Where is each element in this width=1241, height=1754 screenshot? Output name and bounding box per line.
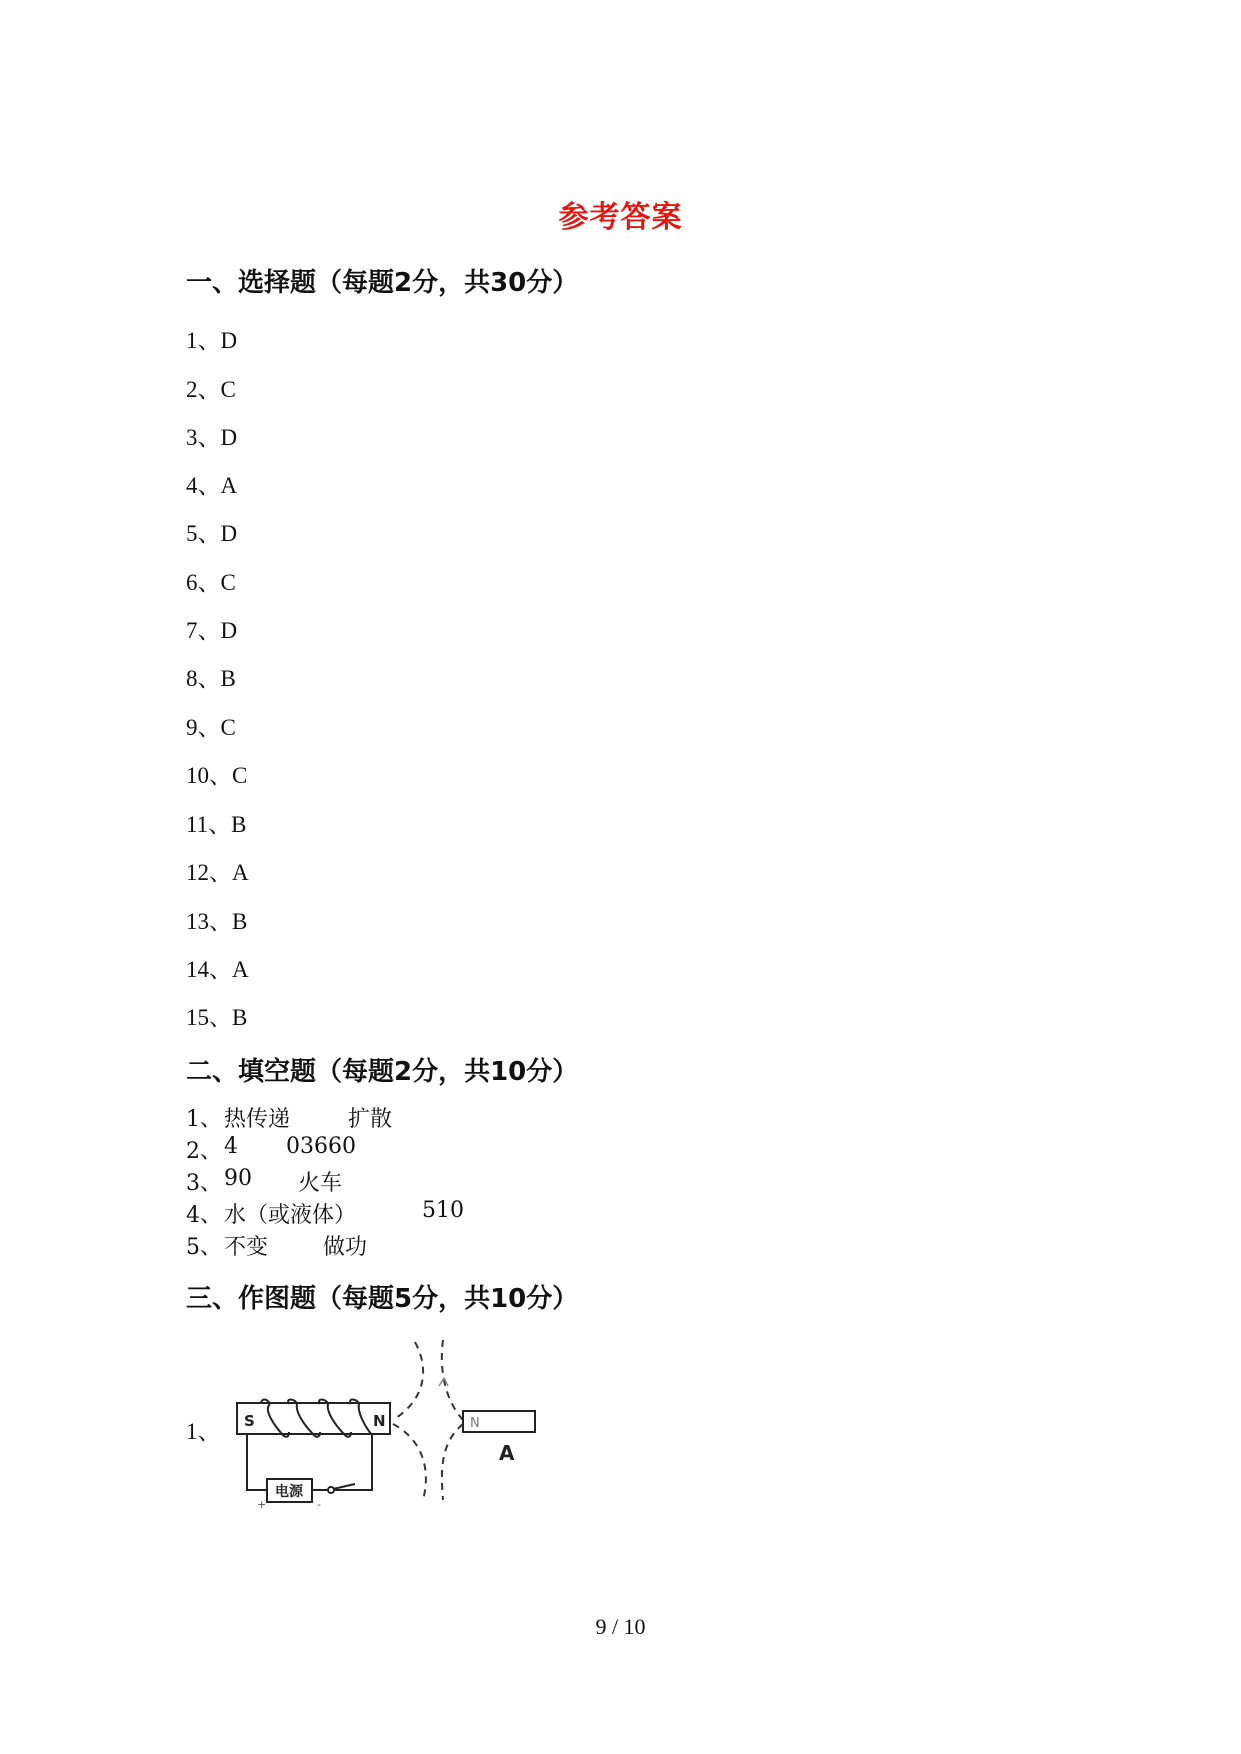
fill-answer-a: 90 [224, 1166, 252, 1191]
choice-answer-14: 14、A [186, 957, 249, 982]
choice-answer-11: 11、B [186, 812, 247, 837]
choice-answer-9: 9、C [186, 715, 236, 740]
choice-answer-15: 15、B [186, 1005, 248, 1030]
section-heading-fill: 二、填空题（每题2分，共10分） [186, 1057, 579, 1087]
fill-answer-num: 4、 [186, 1203, 222, 1228]
page-number: 9 / 10 [595, 1614, 646, 1639]
coil-right-pole: N [373, 1412, 386, 1430]
fill-answer-b: 火车 [298, 1171, 343, 1196]
fill-answer-num: 3、 [186, 1171, 222, 1196]
choice-answer-2: 2、C [186, 377, 236, 402]
electromagnet-diagram [225, 1340, 565, 1510]
drawing-item-number: 1、 [186, 1419, 221, 1444]
choice-answer-8: 8、B [186, 666, 236, 691]
fill-answer-num: 1、 [186, 1107, 222, 1132]
fill-answer-num: 2、 [186, 1139, 222, 1164]
fill-answer-num: 5、 [186, 1235, 222, 1260]
power-minus-sign: - [317, 1498, 321, 1510]
fill-answer-a: 4 [224, 1134, 238, 1159]
page-title: 参考答案 [558, 200, 683, 235]
fill-answer-b: 03660 [286, 1134, 356, 1159]
choice-answer-6: 6、C [186, 570, 236, 595]
choice-answer-10: 10、C [186, 763, 248, 788]
fill-answer-b: 510 [422, 1198, 464, 1223]
power-supply-label: 电源 [275, 1484, 303, 1500]
fill-answer-b: 扩散 [348, 1107, 393, 1132]
fill-answer-a: 不变 [224, 1235, 269, 1260]
choice-answer-4: 4、A [186, 473, 238, 498]
choice-answer-3: 3、D [186, 425, 238, 450]
coil-left-pole: S [244, 1412, 255, 1430]
fill-answer-a: 热传递 [224, 1107, 291, 1132]
fill-answer-a: 水（或液体） [224, 1203, 357, 1228]
section-heading-drawing: 三、作图题（每题5分，共10分） [186, 1284, 579, 1314]
magnetic-field-lines [393, 1340, 463, 1500]
magnet-a-pole: N [470, 1416, 480, 1431]
fill-answer-b: 做功 [323, 1235, 368, 1260]
power-plus-sign: + [257, 1498, 267, 1510]
choice-answer-7: 7、D [186, 618, 238, 643]
choice-answer-1: 1、D [186, 328, 238, 353]
choice-answer-12: 12、A [186, 860, 249, 885]
choice-answer-13: 13、B [186, 909, 248, 934]
magnet-a-label: A [499, 1441, 515, 1465]
section-heading-choice: 一、选择题（每题2分，共30分） [186, 268, 579, 298]
switch-terminal [328, 1487, 334, 1493]
switch-blade [333, 1484, 355, 1489]
choice-answer-5: 5、D [186, 521, 238, 546]
